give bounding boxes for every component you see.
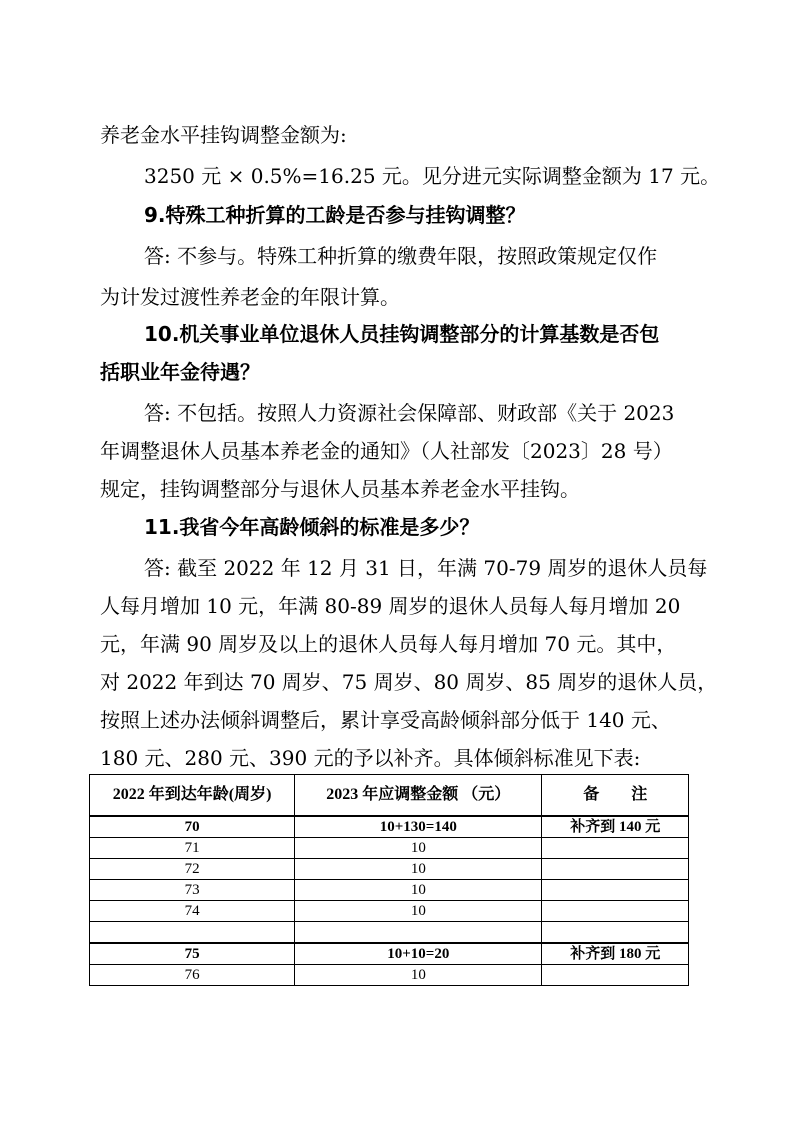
cell-remark: 补齐到 140 元	[542, 816, 689, 838]
text-line: 答: 截至 2022 年 12 月 31 日，年满 70-79 周岁的退休人员每	[144, 556, 708, 580]
cell-amount: 10+130=140	[295, 816, 542, 838]
cell-amount: 10+10=20	[295, 943, 542, 965]
cell-age: 71	[90, 838, 295, 859]
text-line: 180 元、280 元、390 元的予以补齐。具体倾斜标准见下表:	[100, 746, 641, 770]
cell-amount: 10	[295, 838, 542, 859]
age-adjustment-table	[89, 774, 689, 986]
column-header-age: 2022 年到达年龄(周岁)	[90, 775, 295, 817]
column-header-amount: 2023 年应调整金额 （元）	[295, 775, 542, 817]
cell-amount: 10	[295, 859, 542, 880]
question-heading: 11.我省今年高龄倾斜的标准是多少？	[144, 515, 480, 539]
table-row	[90, 816, 689, 838]
text-line: 3250 元 × 0.5%=16.25 元。见分进元实际调整金额为 17 元。	[144, 164, 721, 188]
cell-amount: 10	[295, 965, 542, 986]
cell-remark	[542, 922, 689, 944]
cell-remark	[542, 859, 689, 880]
text-line: 元，年满 90 周岁及以上的退休人员每人每月增加 70 元。其中，	[100, 632, 677, 656]
cell-amount: 10	[295, 880, 542, 901]
column-header-remark: 备 注	[542, 775, 689, 817]
table-row	[90, 965, 689, 986]
table-row-empty	[90, 922, 689, 944]
cell-remark: 补齐到 180 元	[542, 943, 689, 965]
cell-remark	[542, 880, 689, 901]
text-line: 为计发过渡性养老金的年限计算。	[100, 285, 400, 309]
cell-remark	[542, 965, 689, 986]
text-line: 答: 不参与。特殊工种折算的缴费年限，按照政策规定仅作	[144, 244, 658, 268]
text-line: 答: 不包括。按照人力资源社会保障部、财政部《关于 2023	[144, 401, 675, 425]
question-heading: 10.机关事业单位退休人员挂钩调整部分的计算基数是否包	[144, 322, 660, 346]
cell-age: 73	[90, 880, 295, 901]
cell-age: 75	[90, 943, 295, 965]
cell-remark	[542, 901, 689, 922]
cell-age	[90, 922, 295, 944]
cell-amount	[295, 922, 542, 944]
text-line: 养老金水平挂钩调整金额为:	[100, 123, 347, 147]
cell-age: 72	[90, 859, 295, 880]
table-row	[90, 943, 689, 965]
cell-age: 70	[90, 816, 295, 838]
table-row	[90, 838, 689, 859]
cell-remark	[542, 838, 689, 859]
question-heading: 括职业年金待遇？	[100, 360, 260, 384]
table-row	[90, 880, 689, 901]
table-row	[90, 859, 689, 880]
cell-age: 74	[90, 901, 295, 922]
cell-amount: 10	[295, 901, 542, 922]
text-line: 规定，挂钩调整部分与退休人员基本养老金水平挂钩。	[100, 477, 580, 501]
text-line: 年调整退休人员基本养老金的通知》（人社部发〔2023〕28 号）	[100, 439, 673, 463]
table-row	[90, 901, 689, 922]
table-header-row	[90, 775, 689, 817]
text-line: 对 2022 年到达 70 周岁、75 周岁、80 周岁、85 周岁的退休人员，	[100, 670, 718, 694]
text-line: 按照上述办法倾斜调整后，累计享受高龄倾斜部分低于 140 元、	[100, 708, 671, 732]
text-line: 人每月增加 10 元，年满 80-89 周岁的退休人员每人每月增加 20	[100, 594, 681, 618]
cell-age: 76	[90, 965, 295, 986]
question-heading: 9.特殊工种折算的工龄是否参与挂钩调整？	[144, 203, 526, 227]
